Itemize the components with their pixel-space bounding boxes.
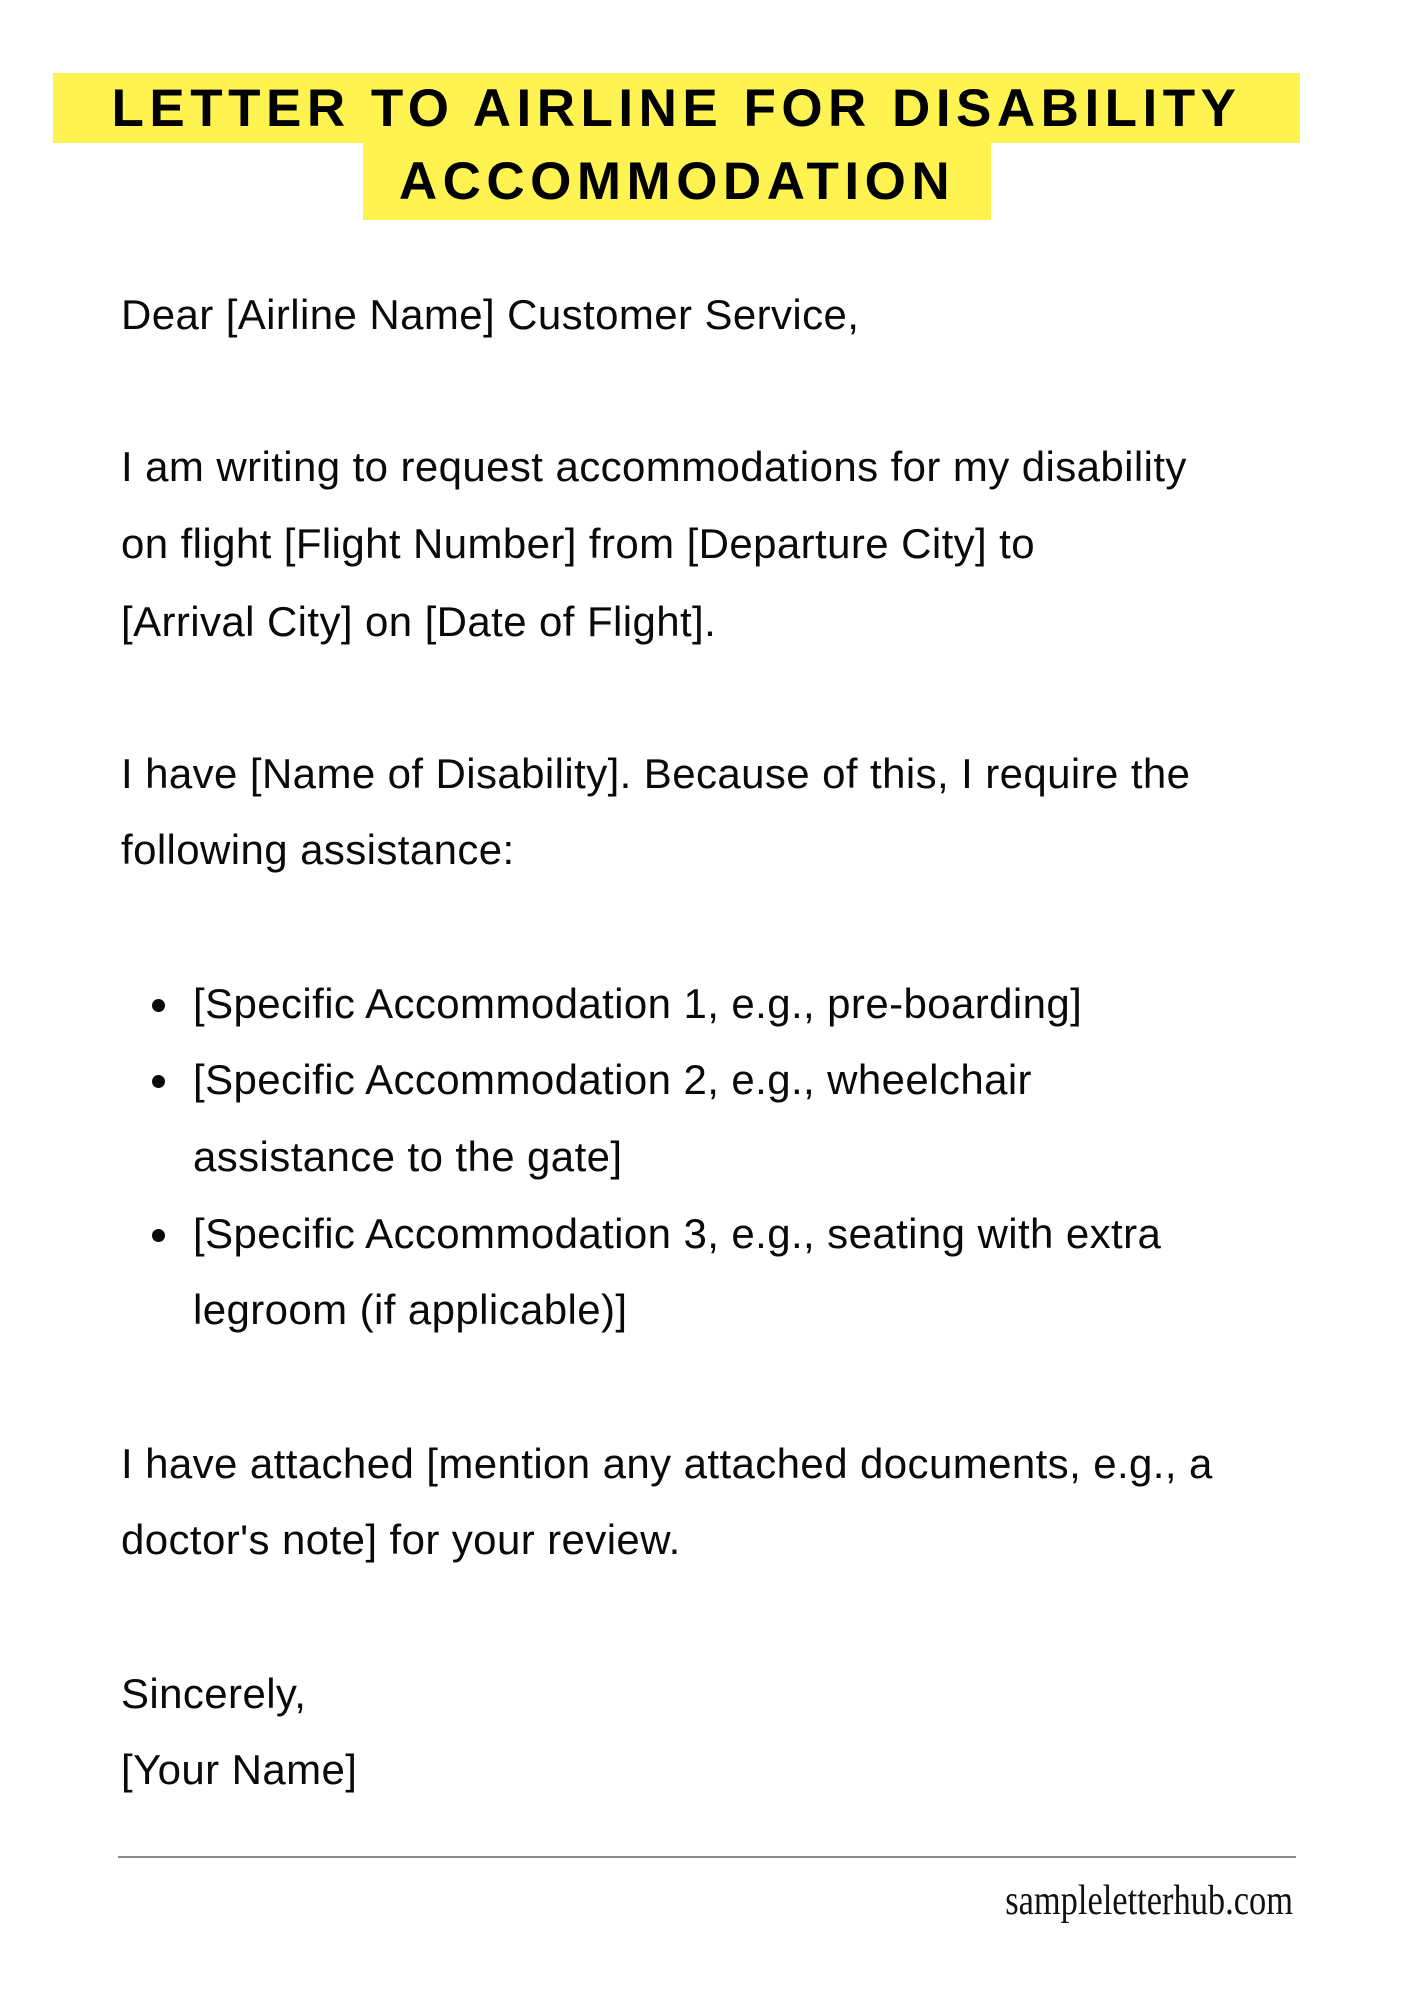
footer-site-name: sampleletterhub.com	[1005, 1878, 1293, 1924]
paragraph-2-line-1: I have [Name of Disability]. Because of this, I require the	[121, 750, 1191, 797]
title-text-2: ACCOMMODATION	[398, 152, 956, 211]
closing: Sincerely,	[121, 1670, 307, 1717]
bullet-icon	[152, 1229, 165, 1242]
title-text-1: LETTER TO AIRLINE FOR DISABILITY	[111, 78, 1242, 138]
paragraph-2-line-2: following assistance:	[121, 826, 515, 873]
bullet-icon	[152, 1075, 165, 1088]
signature: [Your Name]	[121, 1746, 358, 1793]
list-item-2-line-1: [Specific Accommodation 2, e.g., wheelchair	[193, 1056, 1032, 1103]
salutation: Dear [Airline Name] Customer Service,	[121, 291, 860, 338]
paragraph-1-line-3: [Arrival City] on [Date of Flight].	[121, 598, 717, 645]
paragraph-3-line-1: I have attached [mention any attached documents, e.g., a	[121, 1440, 1213, 1487]
title-line-2	[363, 143, 991, 220]
paragraph-1-line-2: on flight [Flight Number] from [Departure City] to	[121, 520, 1035, 567]
bullet-icon	[152, 999, 165, 1012]
list-item-2-line-2: assistance to the gate]	[193, 1133, 623, 1180]
list-item-1-line-1: [Specific Accommodation 1, e.g., pre-boarding]	[193, 980, 1083, 1027]
list-item-3-line-2: legroom (if applicable)]	[193, 1286, 628, 1333]
paragraph-3-line-2: doctor's note] for your review.	[121, 1516, 681, 1563]
paragraph-1-line-1: I am writing to request accommodations for my disability	[121, 443, 1187, 490]
footer-divider	[118, 1856, 1296, 1858]
title-line-1	[53, 73, 1300, 143]
list-item-3-line-1: [Specific Accommodation 3, e.g., seating with extra	[193, 1210, 1162, 1257]
